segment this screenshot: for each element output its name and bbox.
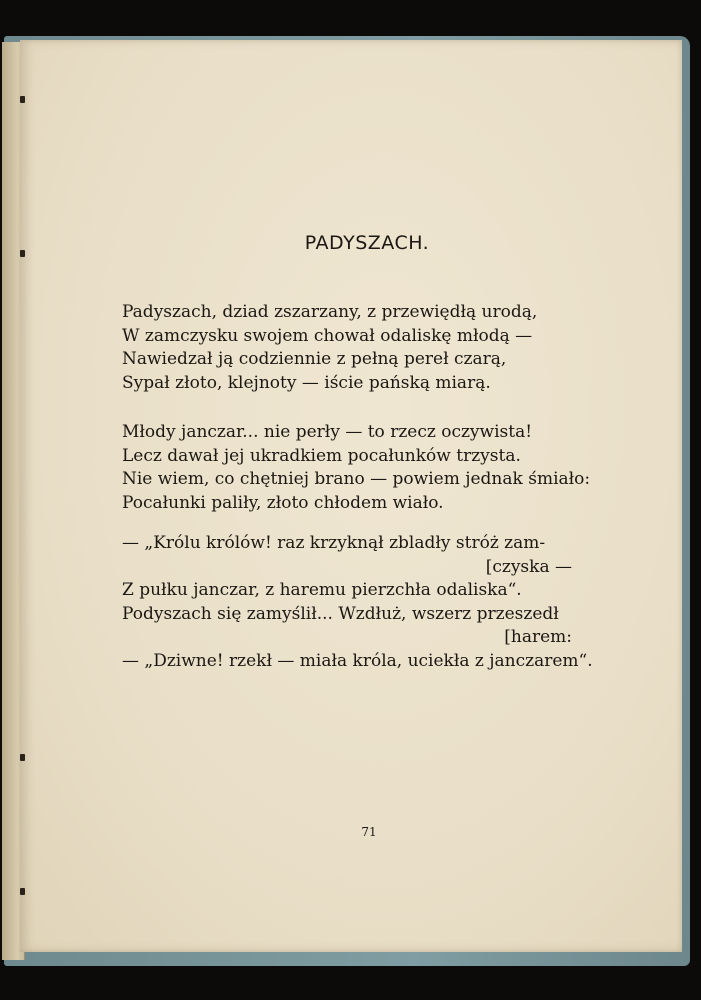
- verse-line: Nawiedzał ją codziennie z pełną pereł czarą,: [122, 349, 507, 369]
- verse-line: — „Królu królów! raz krzyknął zbladły stróż zam-: [122, 533, 546, 553]
- verse-line: Padyszach, dziad zszarzany, z przewiędłą urodą,: [122, 302, 538, 322]
- verse-line: Nie wiem, co chętniej brano — powiem jednak śmiało:: [122, 469, 591, 489]
- binding-stitch: [20, 888, 25, 895]
- verse-line: W zamczysku swojem chował odaliskę młodą —: [122, 325, 533, 346]
- verse-line: Lecz dawał jej ukradkiem pocałunków trzysta.: [122, 445, 521, 466]
- verse-line: Podyszach się zamyślił... Wzdłuż, wszerz przeszedł: [122, 603, 559, 624]
- binding-stitch: [20, 754, 25, 761]
- verse-line: Pocałunki paliły, złoto chłodem wiało.: [122, 492, 444, 513]
- poem-title: PADYSZACH.: [304, 232, 430, 254]
- verse-line: Sypał złoto, klejnoty — iście pańską miarą.: [122, 372, 491, 393]
- page-number: 71: [361, 825, 377, 839]
- verse-line-continuation: [harem:: [504, 627, 572, 647]
- verse-line: Z pułku janczar, z haremu pierzchła odaliska“.: [122, 580, 522, 600]
- verse-line-continuation: [czyska —: [485, 556, 572, 577]
- verse-line: Młody janczar... nie perły — to rzecz oczywista!: [122, 422, 533, 442]
- book-page: [20, 40, 682, 952]
- binding-stitch: [20, 96, 25, 103]
- stanza-3: [122, 532, 593, 673]
- stanza-1: [122, 301, 537, 395]
- stanza-2: [122, 421, 590, 515]
- verse-line: — „Dziwne! rzekł — miała króla, uciekła z janczarem“.: [122, 650, 593, 671]
